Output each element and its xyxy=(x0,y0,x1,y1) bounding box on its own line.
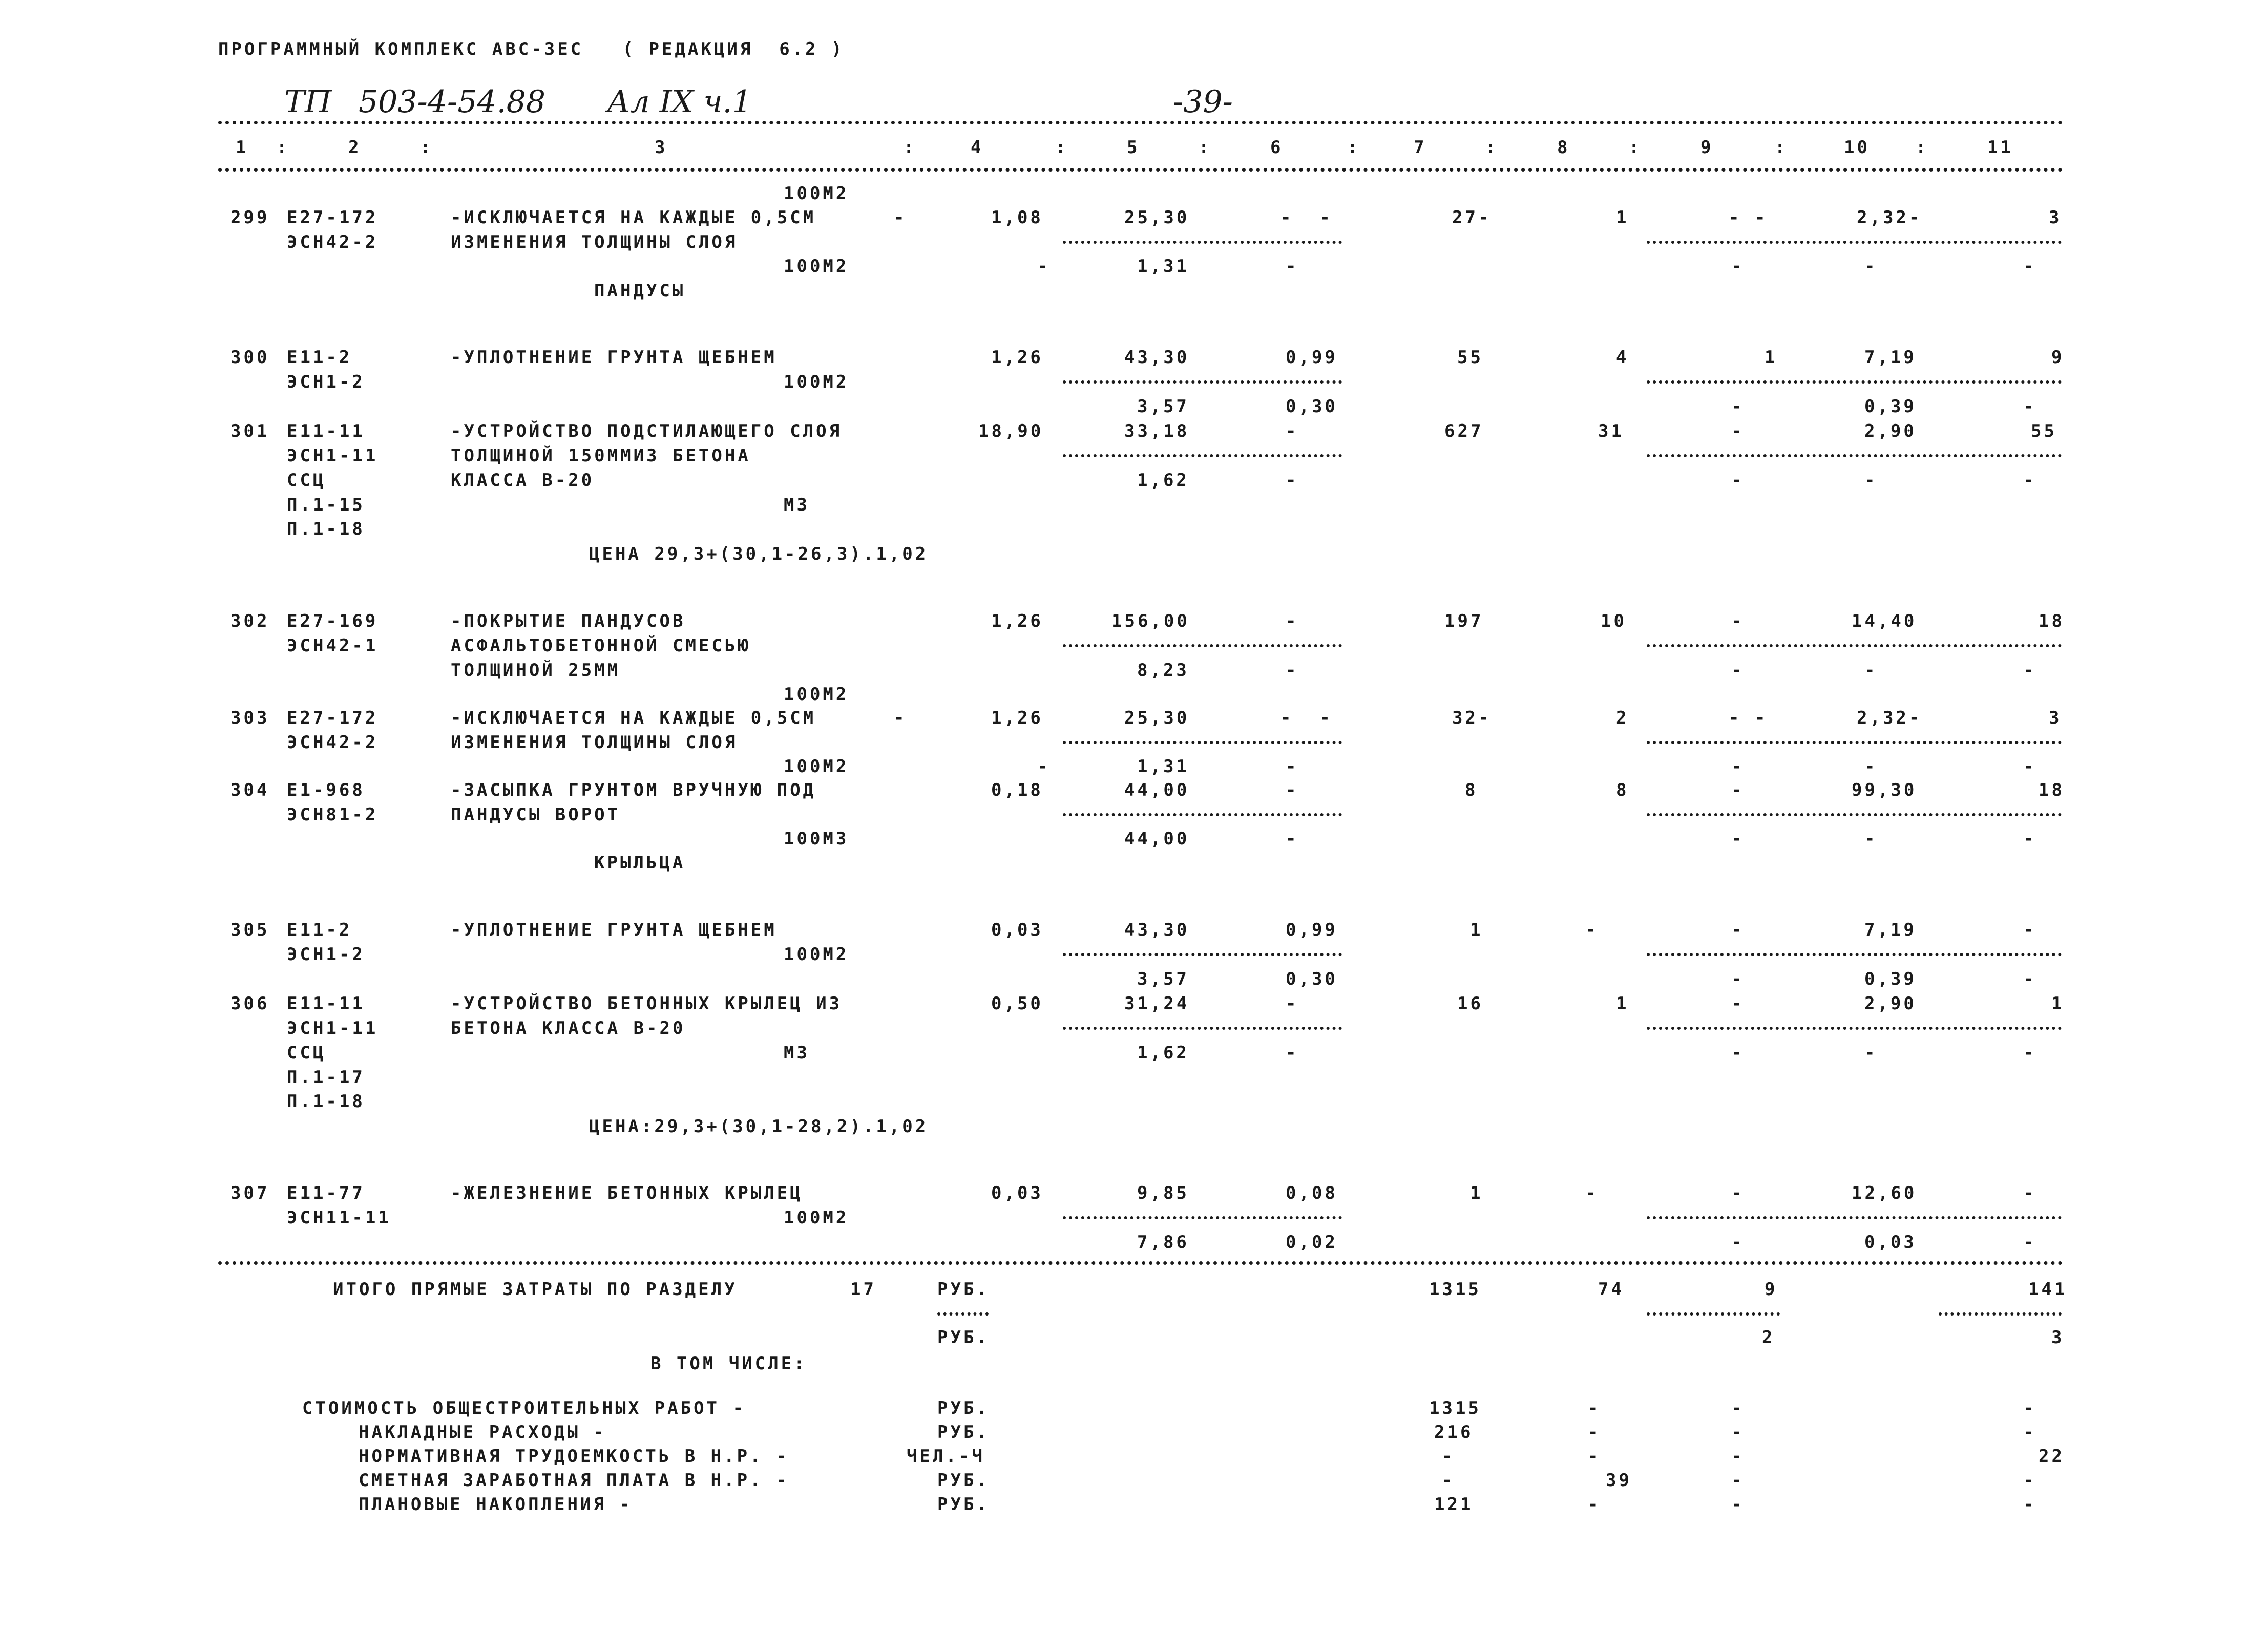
totals-unit: РУБ. xyxy=(937,1327,990,1348)
item-col11: - xyxy=(2023,1043,2036,1063)
item-description: ПАНДУСЫ ВОРОТ xyxy=(451,804,621,825)
summary-col7: - xyxy=(1442,1446,1455,1467)
underline xyxy=(1647,1312,1780,1316)
item-col8: 4 xyxy=(1616,347,1629,368)
doc-number: 503-4-54.88 xyxy=(359,84,546,120)
totals-col9: 9 xyxy=(1765,1279,1778,1300)
including-heading: В ТОМ ЧИСЛЕ: xyxy=(650,1353,807,1374)
summary-col8: 39 xyxy=(1606,1470,1632,1491)
item-col9: - xyxy=(1731,756,1745,777)
item-number: 307 xyxy=(230,1183,270,1203)
item-col11: 9 xyxy=(2051,347,2065,368)
item-col11: 18 xyxy=(2039,611,2065,631)
item-unit-cost: 43,30 xyxy=(1124,920,1190,940)
totals-col8: 74 xyxy=(1598,1279,1624,1300)
item-col10: - xyxy=(1864,1043,1878,1063)
item-description: КЛАССА В-20 xyxy=(451,470,595,491)
program-title: ПРОГРАММНЫЙ КОМПЛЕКС АВС-ЗЕС ( РЕДАКЦИЯ 6.2 ) xyxy=(218,39,845,59)
item-code: ЭСН42-1 xyxy=(287,635,379,656)
summary-label: ПЛАНОВЫЕ НАКОПЛЕНИЯ - xyxy=(359,1494,633,1515)
item-code: Е11-11 xyxy=(287,421,365,441)
item-description: -ИСКЛЮЧАЕТСЯ НА КАЖДЫЕ 0,5СМ xyxy=(451,207,816,228)
price-formula: ЦЕНА 29,3+(30,1-26,3).1,02 xyxy=(589,544,929,564)
underline xyxy=(1647,813,2062,816)
item-col10: 99,30 xyxy=(1852,780,1917,800)
section-heading: КРЫЛЬЦА xyxy=(594,853,686,873)
totals-section: 17 xyxy=(850,1279,876,1300)
item-description: -ПОКРЫТИЕ ПАНДУСОВ xyxy=(451,611,686,631)
item-number: 303 xyxy=(230,708,270,728)
col-separator: : xyxy=(1485,137,1499,158)
item-number: 304 xyxy=(230,780,270,800)
item-quantity: 0,03 xyxy=(991,1183,1043,1203)
item-col8: 8 xyxy=(1616,780,1629,800)
col-header: 6 xyxy=(1270,137,1284,158)
item-col7: 197 xyxy=(1444,611,1484,631)
item-unit-cost: 9,85 xyxy=(1137,1183,1189,1203)
item-code: П.1-17 xyxy=(287,1067,365,1088)
item-code: ССЦ xyxy=(287,1043,326,1063)
col-header: 8 xyxy=(1557,137,1570,158)
underline xyxy=(1063,741,1342,744)
unit-label: М3 xyxy=(784,1043,810,1063)
item-code: Е27-169 xyxy=(287,611,379,631)
item-code: ЭСН1-11 xyxy=(287,1018,379,1038)
section-heading: ПАНДУСЫ xyxy=(594,281,686,301)
item-col10: - xyxy=(1864,256,1878,277)
item-col8: 1 xyxy=(1616,993,1629,1014)
item-col8: 1 xyxy=(1616,207,1629,228)
item-col10: 2,32- xyxy=(1857,207,1922,228)
col-header: 11 xyxy=(1987,137,2013,158)
item-unit-cost: 1,31 xyxy=(1137,756,1189,777)
item-code: П.1-18 xyxy=(287,1091,365,1112)
item-col11: 55 xyxy=(2031,421,2057,441)
item-col11: - xyxy=(2023,969,2036,989)
underline xyxy=(1647,241,2062,244)
item-quantity: 1,26 xyxy=(991,347,1043,368)
col-separator: : xyxy=(1916,137,1929,158)
unit-label: 100М2 xyxy=(784,944,849,965)
item-col10: 2,32- xyxy=(1857,708,1922,728)
col-separator: : xyxy=(1199,137,1212,158)
summary-unit: РУБ. xyxy=(937,1494,990,1515)
underline xyxy=(1939,1312,2062,1316)
item-code: П.1-15 xyxy=(287,495,365,515)
item-quantity: 1,26 xyxy=(991,708,1043,728)
item-number: 299 xyxy=(230,207,270,228)
col-header: 3 xyxy=(655,137,668,158)
item-code: Е1-968 xyxy=(287,780,365,800)
item-unit-cost: 44,00 xyxy=(1124,829,1190,849)
underline xyxy=(1063,953,1342,956)
unit-label: 100М3 xyxy=(784,829,849,849)
item-col9: - xyxy=(1731,396,1745,417)
summary-col8: - xyxy=(1588,1446,1601,1467)
item-col10: - xyxy=(1864,756,1878,777)
item-col7: 1 xyxy=(1470,920,1483,940)
item-col9: - xyxy=(1731,829,1745,849)
item-code: ЭСН81-2 xyxy=(287,804,379,825)
item-unit-cost: 25,30 xyxy=(1124,207,1190,228)
totals-unit: РУБ. xyxy=(937,1279,990,1300)
totals-col7: 1315 xyxy=(1429,1279,1481,1300)
underline xyxy=(1063,1216,1342,1219)
col-header: 10 xyxy=(1844,137,1870,158)
item-col8: - xyxy=(1585,1183,1599,1203)
page-number: -39- xyxy=(1173,84,1233,120)
item-col11: - xyxy=(2023,470,2036,491)
item-col11: - xyxy=(2023,396,2036,417)
item-description: АСФАЛЬТОБЕТОННОЙ СМЕСЬЮ xyxy=(451,635,751,656)
album-designation: Ал IX ч.1 xyxy=(607,84,752,120)
item-code: Е11-77 xyxy=(287,1183,365,1203)
item-col7: 1 xyxy=(1470,1183,1483,1203)
col-header: 1 xyxy=(236,137,249,158)
item-col9: - xyxy=(1731,421,1745,441)
item-description: -УСТРОЙСТВО ПОДСТИЛАЮЩЕГО СЛОЯ xyxy=(451,421,843,441)
item-col11: - xyxy=(2023,829,2036,849)
summary-col9: - xyxy=(1731,1422,1745,1443)
item-col9: - xyxy=(1731,1183,1745,1203)
item-unit-cost: 1,62 xyxy=(1137,470,1189,491)
item-quantity: 18,90 xyxy=(978,421,1044,441)
item-col10: 7,19 xyxy=(1864,920,1917,940)
summary-col9: - xyxy=(1731,1494,1745,1515)
summary-col7: - xyxy=(1442,1470,1455,1491)
item-col10: 0,03 xyxy=(1864,1232,1917,1253)
item-col10: 12,60 xyxy=(1852,1183,1917,1203)
item-number: 300 xyxy=(230,347,270,368)
summary-col7: 1315 xyxy=(1429,1398,1481,1418)
totals-col11: 141 xyxy=(2028,1279,2068,1300)
summary-col7: 216 xyxy=(1434,1422,1474,1443)
item-col11: - xyxy=(2023,256,2036,277)
item-col6: 0,08 xyxy=(1286,1183,1338,1203)
item-col11: - xyxy=(2023,756,2036,777)
unit-label: 100М2 xyxy=(784,684,849,705)
item-col9: - xyxy=(1731,611,1745,631)
item-unit-cost: 156,00 xyxy=(1111,611,1190,631)
col-separator: : xyxy=(420,137,433,158)
summary-unit: РУБ. xyxy=(937,1422,990,1443)
item-col6: - xyxy=(1286,660,1299,681)
item-number: 305 xyxy=(230,920,270,940)
item-col9: - xyxy=(1731,1232,1745,1253)
item-quantity: - xyxy=(1037,756,1051,777)
item-number: 302 xyxy=(230,611,270,631)
item-unit-cost: 1,62 xyxy=(1137,1043,1189,1063)
item-col7: 55 xyxy=(1457,347,1483,368)
item-col6: - xyxy=(1286,611,1299,631)
item-col6: - xyxy=(1286,470,1299,491)
underline xyxy=(937,1312,989,1316)
item-code: Е27-172 xyxy=(287,207,379,228)
item-col10: - xyxy=(1864,660,1878,681)
item-col6: - xyxy=(1286,993,1299,1014)
item-col6: - - xyxy=(1280,207,1333,228)
item-number: 306 xyxy=(230,993,270,1014)
item-col7: 32- xyxy=(1452,708,1492,728)
underline xyxy=(1647,644,2062,647)
doc-code: ТП xyxy=(284,84,332,120)
col-separator: : xyxy=(1775,137,1788,158)
col-separator: : xyxy=(1055,137,1068,158)
underline xyxy=(1647,1216,2062,1219)
unit-label: 100М2 xyxy=(784,256,849,277)
underline xyxy=(1063,1027,1342,1030)
underline xyxy=(1647,454,2062,457)
summary-col8: - xyxy=(1588,1422,1601,1443)
summary-col11: - xyxy=(2023,1494,2036,1515)
item-col6: - - xyxy=(1280,708,1333,728)
item-unit-cost: 1,31 xyxy=(1137,256,1189,277)
summary-col7: 121 xyxy=(1434,1494,1474,1515)
item-description: -ИСКЛЮЧАЕТСЯ НА КАЖДЫЕ 0,5СМ xyxy=(451,708,816,728)
item-description: -УПЛОТНЕНИЕ ГРУНТА ЩЕБНЕМ xyxy=(451,920,777,940)
item-col9: - xyxy=(1731,660,1745,681)
item-quantity: 1,26 xyxy=(991,611,1043,631)
item-col8: 2 xyxy=(1616,708,1629,728)
summary-label: СТОИМОСТЬ ОБЩЕСТРОИТЕЛЬНЫХ РАБОТ - xyxy=(302,1398,746,1418)
item-col10: 2,90 xyxy=(1864,421,1917,441)
summary-col11: - xyxy=(2023,1470,2036,1491)
underline xyxy=(1647,953,2062,956)
item-col9: 1 xyxy=(1765,347,1778,368)
item-col6: 0,30 xyxy=(1286,969,1338,989)
underline xyxy=(1063,241,1342,244)
col-separator: : xyxy=(1347,137,1360,158)
col-header: 9 xyxy=(1700,137,1714,158)
item-col9: - - xyxy=(1729,207,1768,228)
item-description: ТОЛЩИНОЙ 25ММ xyxy=(451,660,621,681)
item-unit-cost: 8,23 xyxy=(1137,660,1189,681)
summary-label: СМЕТНАЯ ЗАРАБОТНАЯ ПЛАТА В Н.Р. - xyxy=(359,1470,789,1491)
item-col8: 31 xyxy=(1598,421,1624,441)
summary-col9: - xyxy=(1731,1470,1745,1491)
item-col6: 0,30 xyxy=(1286,396,1338,417)
item-col9: - xyxy=(1731,256,1745,277)
col-header: 7 xyxy=(1414,137,1427,158)
item-col11: - xyxy=(2023,1183,2036,1203)
item-unit-cost: 43,30 xyxy=(1124,347,1190,368)
item-col11: - xyxy=(2023,660,2036,681)
item-unit-cost: 3,57 xyxy=(1137,969,1189,989)
unit-label: М3 xyxy=(784,495,810,515)
item-col6: 0,99 xyxy=(1286,920,1338,940)
item-unit-cost: 7,86 xyxy=(1137,1232,1189,1253)
item-code: ЭСН11-11 xyxy=(287,1207,391,1228)
item-code: П.1-18 xyxy=(287,519,365,539)
item-col9: - xyxy=(1731,470,1745,491)
underline xyxy=(1647,741,2062,744)
item-code: ЭСН1-2 xyxy=(287,944,365,965)
item-number: 301 xyxy=(230,421,270,441)
item-col8: - xyxy=(1585,920,1599,940)
item-col7: 627 xyxy=(1444,421,1484,441)
item-col10: 14,40 xyxy=(1852,611,1917,631)
table-header-rule xyxy=(218,168,2063,172)
item-col6: 0,99 xyxy=(1286,347,1338,368)
item-unit-cost: 33,18 xyxy=(1124,421,1190,441)
unit-label: 100М2 xyxy=(784,183,849,204)
totals-label: ИТОГО ПРЯМЫЕ ЗАТРАТЫ ПО РАЗДЕЛУ xyxy=(333,1279,738,1300)
totals-col9: 2 xyxy=(1762,1327,1775,1348)
summary-col11: 22 xyxy=(2039,1446,2065,1467)
item-quantity: 0,18 xyxy=(991,780,1043,800)
item-col8: 10 xyxy=(1601,611,1627,631)
item-code: Е11-2 xyxy=(287,347,352,368)
item-unit-cost: 25,30 xyxy=(1124,708,1190,728)
item-col6: - xyxy=(1286,756,1299,777)
item-code: ЭСН42-2 xyxy=(287,232,379,252)
summary-unit: РУБ. xyxy=(937,1470,990,1491)
summary-col9: - xyxy=(1731,1398,1745,1418)
item-col11: 3 xyxy=(2049,207,2062,228)
item-code: ЭСН1-11 xyxy=(287,446,379,466)
summary-unit: РУБ. xyxy=(937,1398,990,1418)
unit-label: 100М2 xyxy=(784,372,849,392)
col-separator: : xyxy=(1629,137,1642,158)
unit-label: 100М2 xyxy=(784,756,849,777)
item-col6: - xyxy=(1286,421,1299,441)
item-description: ТОЛЩИНОЙ 150ММИЗ БЕТОНА xyxy=(451,446,751,466)
item-col9: - xyxy=(1731,780,1745,800)
item-col10: 0,39 xyxy=(1864,396,1917,417)
underline xyxy=(1063,454,1342,457)
item-col6: - xyxy=(1286,829,1299,849)
item-col7: 16 xyxy=(1457,993,1483,1014)
item-col6: - xyxy=(1286,780,1299,800)
underline xyxy=(1063,644,1342,647)
unit-label: 100М2 xyxy=(784,1207,849,1228)
item-description: ИЗМЕНЕНИЯ ТОЛЩИНЫ СЛОЯ xyxy=(451,732,738,753)
item-mark: - xyxy=(894,207,907,228)
item-col7: 8 xyxy=(1465,780,1478,800)
item-description: ИЗМЕНЕНИЯ ТОЛЩИНЫ СЛОЯ xyxy=(451,232,738,252)
summary-col11: - xyxy=(2023,1398,2036,1418)
item-quantity: 1,08 xyxy=(991,207,1043,228)
item-col10: 2,90 xyxy=(1864,993,1917,1014)
summary-col8: - xyxy=(1588,1494,1601,1515)
col-header: 5 xyxy=(1127,137,1140,158)
item-code: ЭСН1-2 xyxy=(287,372,365,392)
item-unit-cost: 44,00 xyxy=(1124,780,1190,800)
underline xyxy=(1647,380,2062,384)
item-description: БЕТОНА КЛАССА В-20 xyxy=(451,1018,686,1038)
item-code: Е11-2 xyxy=(287,920,352,940)
summary-label: НАКЛАДНЫЕ РАСХОДЫ - xyxy=(359,1422,606,1443)
item-col6: - xyxy=(1286,1043,1299,1063)
totals-col11: 3 xyxy=(2051,1327,2065,1348)
item-code: Е11-11 xyxy=(287,993,365,1014)
item-col10: - xyxy=(1864,470,1878,491)
item-code: ЭСН42-2 xyxy=(287,732,379,753)
item-col11: 18 xyxy=(2039,780,2065,800)
item-col10: 7,19 xyxy=(1864,347,1917,368)
item-description: -ЖЕЛЕЗНЕНИЕ БЕТОННЫХ КРЫЛЕЦ xyxy=(451,1183,803,1203)
summary-col8: - xyxy=(1588,1398,1601,1418)
item-quantity: 0,50 xyxy=(991,993,1043,1014)
totals-rule xyxy=(218,1261,2063,1265)
underline xyxy=(1063,813,1342,816)
underline xyxy=(1063,380,1342,384)
price-formula: ЦЕНА:29,3+(30,1-28,2).1,02 xyxy=(589,1116,929,1137)
item-code: ССЦ xyxy=(287,470,326,491)
item-col6: 0,02 xyxy=(1286,1232,1338,1253)
item-quantity: 0,03 xyxy=(991,920,1043,940)
item-description: -УПЛОТНЕНИЕ ГРУНТА ЩЕБНЕМ xyxy=(451,347,777,368)
summary-col9: - xyxy=(1731,1446,1745,1467)
item-quantity: - xyxy=(1037,256,1051,277)
table-top-rule xyxy=(218,121,2063,124)
item-mark: - xyxy=(894,708,907,728)
underline xyxy=(1647,1027,2062,1030)
item-description: -УСТРОЙСТВО БЕТОННЫХ КРЫЛЕЦ ИЗ xyxy=(451,993,843,1014)
item-col9: - xyxy=(1731,920,1745,940)
item-unit-cost: 31,24 xyxy=(1124,993,1190,1014)
item-col9: - xyxy=(1731,993,1745,1014)
item-col10: - xyxy=(1864,829,1878,849)
col-separator: : xyxy=(904,137,917,158)
item-col11: - xyxy=(2023,1232,2036,1253)
item-col11: 3 xyxy=(2049,708,2062,728)
col-separator: : xyxy=(277,137,290,158)
item-unit-cost: 3,57 xyxy=(1137,396,1189,417)
summary-col11: - xyxy=(2023,1422,2036,1443)
summary-label: НОРМАТИВНАЯ ТРУДОЕМКОСТЬ В Н.Р. - xyxy=(359,1446,789,1467)
item-col9: - xyxy=(1731,1043,1745,1063)
summary-unit: ЧЕЛ.-Ч xyxy=(907,1446,985,1467)
item-col9: - xyxy=(1731,969,1745,989)
col-header: 2 xyxy=(348,137,362,158)
item-col6: - xyxy=(1286,256,1299,277)
item-col11: 1 xyxy=(2051,993,2065,1014)
item-col10: 0,39 xyxy=(1864,969,1917,989)
item-description: -ЗАСЫПКА ГРУНТОМ ВРУЧНУЮ ПОД xyxy=(451,780,816,800)
col-header: 4 xyxy=(971,137,984,158)
item-code: Е27-172 xyxy=(287,708,379,728)
item-col11: - xyxy=(2023,920,2036,940)
item-col9: - - xyxy=(1729,708,1768,728)
item-col7: 27- xyxy=(1452,207,1492,228)
